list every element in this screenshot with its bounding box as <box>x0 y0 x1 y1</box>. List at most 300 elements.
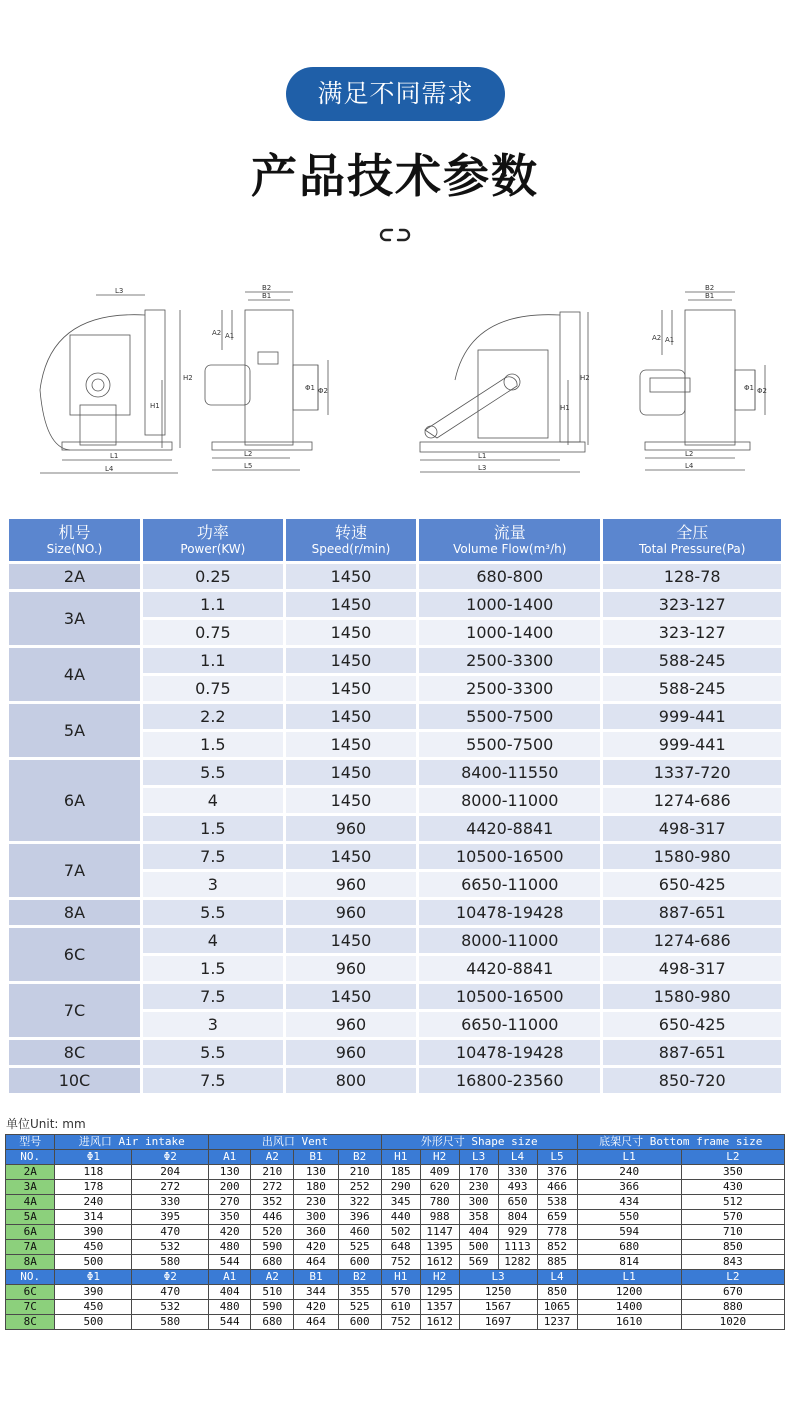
size-cell: 10C <box>9 1068 140 1093</box>
power-cell: 4 <box>143 788 283 813</box>
dimension-cell: 1113 <box>498 1240 537 1255</box>
volume-flow-cell: 5500-7500 <box>419 704 600 729</box>
power-cell: 5.5 <box>143 900 283 925</box>
column-header: A1 <box>209 1270 251 1285</box>
model-cell: 6C <box>6 1285 55 1300</box>
dimension-cell: 450 <box>55 1240 132 1255</box>
size-cell: 8A <box>9 900 140 925</box>
group-shape-size: 外形尺寸 Shape size <box>381 1135 577 1150</box>
column-header: A2 <box>251 1270 294 1285</box>
dimension-cell: 178 <box>55 1180 132 1195</box>
dimension-cell: 1395 <box>420 1240 459 1255</box>
label-L4: L4 <box>105 465 114 473</box>
total-pressure-cell: 1580-980 <box>603 844 781 869</box>
volume-flow-cell: 6650-11000 <box>419 872 600 897</box>
dimension-cell: 648 <box>381 1240 420 1255</box>
power-cell: 0.25 <box>143 564 283 589</box>
power-cell: 1.1 <box>143 648 283 673</box>
dimension-cell: 610 <box>381 1300 420 1315</box>
dimension-columns-c <box>6 1270 785 1285</box>
column-header: L4 <box>537 1270 577 1285</box>
dimension-cell: 850 <box>537 1285 577 1300</box>
label-H1: H1 <box>150 402 160 410</box>
dimension-cell: 272 <box>132 1180 209 1195</box>
dimension-cell: 804 <box>498 1210 537 1225</box>
label-B1: B1 <box>262 292 272 300</box>
performance-row <box>9 760 781 785</box>
dimension-cell: 240 <box>577 1165 681 1180</box>
performance-row <box>9 564 781 589</box>
column-header: NO. <box>6 1150 55 1165</box>
volume-flow-cell: 16800-23560 <box>419 1068 600 1093</box>
dimension-cell: 272 <box>251 1180 294 1195</box>
dimension-cell: 352 <box>251 1195 294 1210</box>
dimension-cell: 500 <box>459 1240 498 1255</box>
column-header: A2 <box>251 1150 294 1165</box>
dimension-cell: 532 <box>132 1300 209 1315</box>
dimension-row <box>6 1195 785 1210</box>
header-speed: 转速 Speed(r/min) <box>286 519 416 561</box>
group-air-intake: 进风口 Air intake <box>55 1135 209 1150</box>
total-pressure-cell: 323-127 <box>603 620 781 645</box>
performance-row <box>9 648 781 673</box>
dimension-cell: 752 <box>381 1255 420 1270</box>
dimension-cell: 330 <box>132 1195 209 1210</box>
dimension-cell: 600 <box>338 1315 381 1330</box>
dimension-cell: 240 <box>55 1195 132 1210</box>
total-pressure-cell: 588-245 <box>603 676 781 701</box>
dimension-cell: 988 <box>420 1210 459 1225</box>
dimension-cell: 600 <box>338 1255 381 1270</box>
dimension-cell: 322 <box>338 1195 381 1210</box>
column-header: L1 <box>577 1150 681 1165</box>
size-cell: 6C <box>9 928 140 981</box>
total-pressure-cell: 1274-686 <box>603 928 781 953</box>
volume-flow-cell: 10478-19428 <box>419 1040 600 1065</box>
column-header: Φ2 <box>132 1270 209 1285</box>
size-cell: 3A <box>9 592 140 645</box>
volume-flow-cell: 6650-11000 <box>419 1012 600 1037</box>
dimension-cell: 200 <box>209 1180 251 1195</box>
label-L2-b: L2 <box>685 450 694 458</box>
dimension-cell: 670 <box>681 1285 784 1300</box>
drawing-front-view-1 <box>205 284 328 470</box>
column-header: L3 <box>459 1270 537 1285</box>
label-B2: B2 <box>262 284 272 292</box>
dimension-cell: 446 <box>251 1210 294 1225</box>
dimension-cell: 180 <box>294 1180 338 1195</box>
volume-flow-cell: 1000-1400 <box>419 592 600 617</box>
dimension-cell: 814 <box>577 1255 681 1270</box>
speed-cell: 1450 <box>286 984 416 1009</box>
dimension-cell: 780 <box>420 1195 459 1210</box>
column-header: H2 <box>420 1270 459 1285</box>
speed-cell: 1450 <box>286 732 416 757</box>
size-cell: 4A <box>9 648 140 701</box>
column-header: L2 <box>681 1270 784 1285</box>
dimension-cell: 300 <box>294 1210 338 1225</box>
drawing-side-view-2 <box>420 312 590 472</box>
speed-cell: 1450 <box>286 648 416 673</box>
column-header: L3 <box>459 1150 498 1165</box>
column-header: H2 <box>420 1150 459 1165</box>
label-L1-b: L1 <box>478 452 487 460</box>
dimension-cell: 395 <box>132 1210 209 1225</box>
dimension-cell: 360 <box>294 1225 338 1240</box>
dimension-cell: 420 <box>209 1225 251 1240</box>
dimension-cell: 350 <box>681 1165 784 1180</box>
dimension-cell: 430 <box>681 1180 784 1195</box>
dimension-cell: 1250 <box>459 1285 537 1300</box>
dimension-cell: 1237 <box>537 1315 577 1330</box>
volume-flow-cell: 2500-3300 <box>419 676 600 701</box>
power-cell: 1.1 <box>143 592 283 617</box>
dimension-cell: 330 <box>498 1165 537 1180</box>
column-header: L2 <box>681 1150 784 1165</box>
dimension-cell: 376 <box>537 1165 577 1180</box>
total-pressure-cell: 650-425 <box>603 872 781 897</box>
dimension-cell: 185 <box>381 1165 420 1180</box>
power-cell: 1.5 <box>143 816 283 841</box>
total-pressure-cell: 498-317 <box>603 956 781 981</box>
volume-flow-cell: 4420-8841 <box>419 816 600 841</box>
column-header: Φ1 <box>55 1150 132 1165</box>
speed-cell: 960 <box>286 1040 416 1065</box>
dimension-cell: 1147 <box>420 1225 459 1240</box>
column-header: L4 <box>498 1150 537 1165</box>
performance-row <box>9 984 781 1009</box>
model-cell: 4A <box>6 1195 55 1210</box>
volume-flow-cell: 8000-11000 <box>419 928 600 953</box>
dimension-columns-a <box>6 1150 785 1165</box>
speed-cell: 1450 <box>286 620 416 645</box>
header-size: 机号 Size(NO.) <box>9 519 140 561</box>
column-header: L5 <box>537 1150 577 1165</box>
total-pressure-cell: 887-651 <box>603 900 781 925</box>
dimension-cell: 843 <box>681 1255 784 1270</box>
speed-cell: 1450 <box>286 844 416 869</box>
dimension-cell: 464 <box>294 1315 338 1330</box>
volume-flow-cell: 4420-8841 <box>419 956 600 981</box>
dimension-cell: 440 <box>381 1210 420 1225</box>
section-badge: 满足不同需求 <box>286 67 505 121</box>
dimension-cell: 880 <box>681 1300 784 1315</box>
speed-cell: 1450 <box>286 928 416 953</box>
group-model: 型号 <box>6 1135 55 1150</box>
dimension-cell: 538 <box>537 1195 577 1210</box>
total-pressure-cell: 1580-980 <box>603 984 781 1009</box>
column-header: L1 <box>577 1270 681 1285</box>
dimension-cell: 464 <box>294 1255 338 1270</box>
power-cell: 2.2 <box>143 704 283 729</box>
dimension-cell: 130 <box>294 1165 338 1180</box>
volume-flow-cell: 2500-3300 <box>419 648 600 673</box>
power-cell: 4 <box>143 928 283 953</box>
dimension-row <box>6 1315 785 1330</box>
dimension-cell: 680 <box>577 1240 681 1255</box>
power-cell: 1.5 <box>143 732 283 757</box>
label-A2: A2 <box>212 329 222 337</box>
dimension-row <box>6 1180 785 1195</box>
power-cell: 7.5 <box>143 984 283 1009</box>
power-cell: 5.5 <box>143 1040 283 1065</box>
power-cell: 3 <box>143 872 283 897</box>
dimension-cell: 1200 <box>577 1285 681 1300</box>
power-cell: 0.75 <box>143 620 283 645</box>
speed-cell: 1450 <box>286 676 416 701</box>
performance-row <box>9 1068 781 1093</box>
performance-row <box>9 928 781 953</box>
label-B2-b: B2 <box>705 284 715 292</box>
dimension-cell: 659 <box>537 1210 577 1225</box>
drawing-front-view-2 <box>640 284 767 470</box>
power-cell: 0.75 <box>143 676 283 701</box>
dimension-cell: 130 <box>209 1165 251 1180</box>
dimension-cell: 420 <box>294 1240 338 1255</box>
dimension-cell: 525 <box>338 1300 381 1315</box>
dimension-cell: 570 <box>681 1210 784 1225</box>
column-header: A1 <box>209 1150 251 1165</box>
dimension-cell: 520 <box>251 1225 294 1240</box>
dimension-cell: 1697 <box>459 1315 537 1330</box>
size-cell: 6A <box>9 760 140 841</box>
speed-cell: 960 <box>286 872 416 897</box>
dimension-cell: 270 <box>209 1195 251 1210</box>
column-header: B1 <box>294 1150 338 1165</box>
dimension-row <box>6 1255 785 1270</box>
dimension-cell: 1065 <box>537 1300 577 1315</box>
dimension-cell: 470 <box>132 1225 209 1240</box>
dimension-cell: 366 <box>577 1180 681 1195</box>
group-vent: 出风口 Vent <box>209 1135 382 1150</box>
power-cell: 5.5 <box>143 760 283 785</box>
power-cell: 7.5 <box>143 1068 283 1093</box>
dimension-cell: 580 <box>132 1315 209 1330</box>
column-header: Φ2 <box>132 1150 209 1165</box>
dimension-cell: 345 <box>381 1195 420 1210</box>
dimension-cell: 752 <box>381 1315 420 1330</box>
model-cell: 8C <box>6 1315 55 1330</box>
dimension-group-header <box>6 1135 785 1150</box>
volume-flow-cell: 10500-16500 <box>419 844 600 869</box>
dimension-cell: 355 <box>338 1285 381 1300</box>
label-L2: L2 <box>244 450 253 458</box>
total-pressure-cell: 498-317 <box>603 816 781 841</box>
header-power: 功率 Power(KW) <box>143 519 283 561</box>
dimension-cell: 434 <box>577 1195 681 1210</box>
performance-table-header <box>9 519 781 561</box>
dimension-cell: 1612 <box>420 1255 459 1270</box>
total-pressure-cell: 323-127 <box>603 592 781 617</box>
drawing-side-view-1 <box>40 287 193 473</box>
total-pressure-cell: 1274-686 <box>603 788 781 813</box>
size-cell: 7A <box>9 844 140 897</box>
label-B1-b: B1 <box>705 292 715 300</box>
dimension-cell: 493 <box>498 1180 537 1195</box>
label-A2-b: A2 <box>652 334 662 342</box>
model-cell: 7A <box>6 1240 55 1255</box>
dimension-cell: 230 <box>294 1195 338 1210</box>
dimension-cell: 404 <box>209 1285 251 1300</box>
volume-flow-cell: 680-800 <box>419 564 600 589</box>
dimension-cell: 502 <box>381 1225 420 1240</box>
dimension-cell: 852 <box>537 1240 577 1255</box>
column-header: NO. <box>6 1270 55 1285</box>
dimension-row <box>6 1300 785 1315</box>
column-header: Φ1 <box>55 1270 132 1285</box>
dimension-cell: 500 <box>55 1315 132 1330</box>
volume-flow-cell: 10500-16500 <box>419 984 600 1009</box>
volume-flow-cell: 5500-7500 <box>419 732 600 757</box>
dimension-cell: 929 <box>498 1225 537 1240</box>
dimension-cell: 885 <box>537 1255 577 1270</box>
dimension-cell: 396 <box>338 1210 381 1225</box>
dimension-cell: 470 <box>132 1285 209 1300</box>
column-header: B2 <box>338 1270 381 1285</box>
dimension-cell: 230 <box>459 1180 498 1195</box>
dimension-cell: 580 <box>132 1255 209 1270</box>
dimension-cell: 466 <box>537 1180 577 1195</box>
dimension-cell: 680 <box>251 1315 294 1330</box>
dimension-cell: 420 <box>294 1300 338 1315</box>
label-A1-b: A1 <box>665 336 675 344</box>
performance-row <box>9 900 781 925</box>
dimension-cell: 204 <box>132 1165 209 1180</box>
label-L5: L5 <box>244 462 253 470</box>
dimension-cell: 590 <box>251 1240 294 1255</box>
dimension-cell: 1357 <box>420 1300 459 1315</box>
total-pressure-cell: 588-245 <box>603 648 781 673</box>
size-cell: 7C <box>9 984 140 1037</box>
dimension-cell: 170 <box>459 1165 498 1180</box>
column-header: B2 <box>338 1150 381 1165</box>
performance-row <box>9 1040 781 1065</box>
dimension-cell: 1295 <box>420 1285 459 1300</box>
dimension-cell: 252 <box>338 1180 381 1195</box>
dimension-cell: 1282 <box>498 1255 537 1270</box>
dimension-cell: 210 <box>251 1165 294 1180</box>
dimension-cell: 680 <box>251 1255 294 1270</box>
dimension-cell: 550 <box>577 1210 681 1225</box>
model-cell: 2A <box>6 1165 55 1180</box>
volume-flow-cell: 8000-11000 <box>419 788 600 813</box>
total-pressure-cell: 887-651 <box>603 1040 781 1065</box>
model-cell: 5A <box>6 1210 55 1225</box>
performance-row <box>9 704 781 729</box>
power-cell: 7.5 <box>143 844 283 869</box>
speed-cell: 1450 <box>286 788 416 813</box>
speed-cell: 1450 <box>286 592 416 617</box>
dimension-cell: 1400 <box>577 1300 681 1315</box>
total-pressure-cell: 650-425 <box>603 1012 781 1037</box>
dimension-row <box>6 1240 785 1255</box>
dimension-cell: 590 <box>251 1300 294 1315</box>
label-L4-b: L4 <box>685 462 694 470</box>
power-cell: 3 <box>143 1012 283 1037</box>
dimension-cell: 210 <box>338 1165 381 1180</box>
dimension-row <box>6 1165 785 1180</box>
dimension-cell: 569 <box>459 1255 498 1270</box>
dimension-cell: 778 <box>537 1225 577 1240</box>
dimension-cell: 570 <box>381 1285 420 1300</box>
performance-row <box>9 844 781 869</box>
dimension-cell: 358 <box>459 1210 498 1225</box>
total-pressure-cell: 850-720 <box>603 1068 781 1093</box>
label-phi2: Φ2 <box>318 387 328 395</box>
label-H2-b: H2 <box>580 374 590 382</box>
speed-cell: 960 <box>286 956 416 981</box>
dimension-cell: 390 <box>55 1225 132 1240</box>
size-cell: 5A <box>9 704 140 757</box>
dimension-cell: 544 <box>209 1315 251 1330</box>
dimension-cell: 710 <box>681 1225 784 1240</box>
dimension-table <box>5 1134 785 1330</box>
speed-cell: 1450 <box>286 564 416 589</box>
size-cell: 2A <box>9 564 140 589</box>
dimension-cell: 390 <box>55 1285 132 1300</box>
dimension-cell: 500 <box>55 1255 132 1270</box>
label-L1: L1 <box>110 452 119 460</box>
dimension-cell: 525 <box>338 1240 381 1255</box>
volume-flow-cell: 10478-19428 <box>419 900 600 925</box>
dimension-cell: 460 <box>338 1225 381 1240</box>
dimension-cell: 300 <box>459 1195 498 1210</box>
model-cell: 8A <box>6 1255 55 1270</box>
column-header: H1 <box>381 1270 420 1285</box>
dimension-row <box>6 1210 785 1225</box>
dimension-cell: 480 <box>209 1300 251 1315</box>
speed-cell: 1450 <box>286 704 416 729</box>
model-cell: 3A <box>6 1180 55 1195</box>
unit-label: 单位Unit: mm <box>6 1117 86 1131</box>
column-header: H1 <box>381 1150 420 1165</box>
label-phi2-b: Φ2 <box>757 387 767 395</box>
fan-technical-drawings <box>0 280 790 490</box>
performance-table <box>6 516 784 1096</box>
link-icon <box>378 225 412 245</box>
dimension-cell: 544 <box>209 1255 251 1270</box>
dimension-row <box>6 1225 785 1240</box>
total-pressure-cell: 999-441 <box>603 704 781 729</box>
header-volume-flow: 流量 Volume Flow(m³/h) <box>419 519 600 561</box>
dimension-cell: 409 <box>420 1165 459 1180</box>
label-phi1-b: Φ1 <box>744 384 754 392</box>
label-H2: H2 <box>183 374 193 382</box>
dimension-row <box>6 1285 785 1300</box>
speed-cell: 1450 <box>286 760 416 785</box>
dimension-cell: 650 <box>498 1195 537 1210</box>
model-cell: 6A <box>6 1225 55 1240</box>
label-A1: A1 <box>225 332 235 340</box>
dimension-cell: 350 <box>209 1210 251 1225</box>
header-total-pressure: 全压 Total Pressure(Pa) <box>603 519 781 561</box>
label-H1-b: H1 <box>560 404 570 412</box>
total-pressure-cell: 128-78 <box>603 564 781 589</box>
dimension-cell: 480 <box>209 1240 251 1255</box>
dimension-cell: 1610 <box>577 1315 681 1330</box>
volume-flow-cell: 8400-11550 <box>419 760 600 785</box>
dimension-cell: 620 <box>420 1180 459 1195</box>
speed-cell: 960 <box>286 900 416 925</box>
dimension-cell: 850 <box>681 1240 784 1255</box>
speed-cell: 800 <box>286 1068 416 1093</box>
label-phi1: Φ1 <box>305 384 315 392</box>
dimension-cell: 532 <box>132 1240 209 1255</box>
volume-flow-cell: 1000-1400 <box>419 620 600 645</box>
label-L3: L3 <box>115 287 124 295</box>
size-cell: 8C <box>9 1040 140 1065</box>
dimension-cell: 1567 <box>459 1300 537 1315</box>
